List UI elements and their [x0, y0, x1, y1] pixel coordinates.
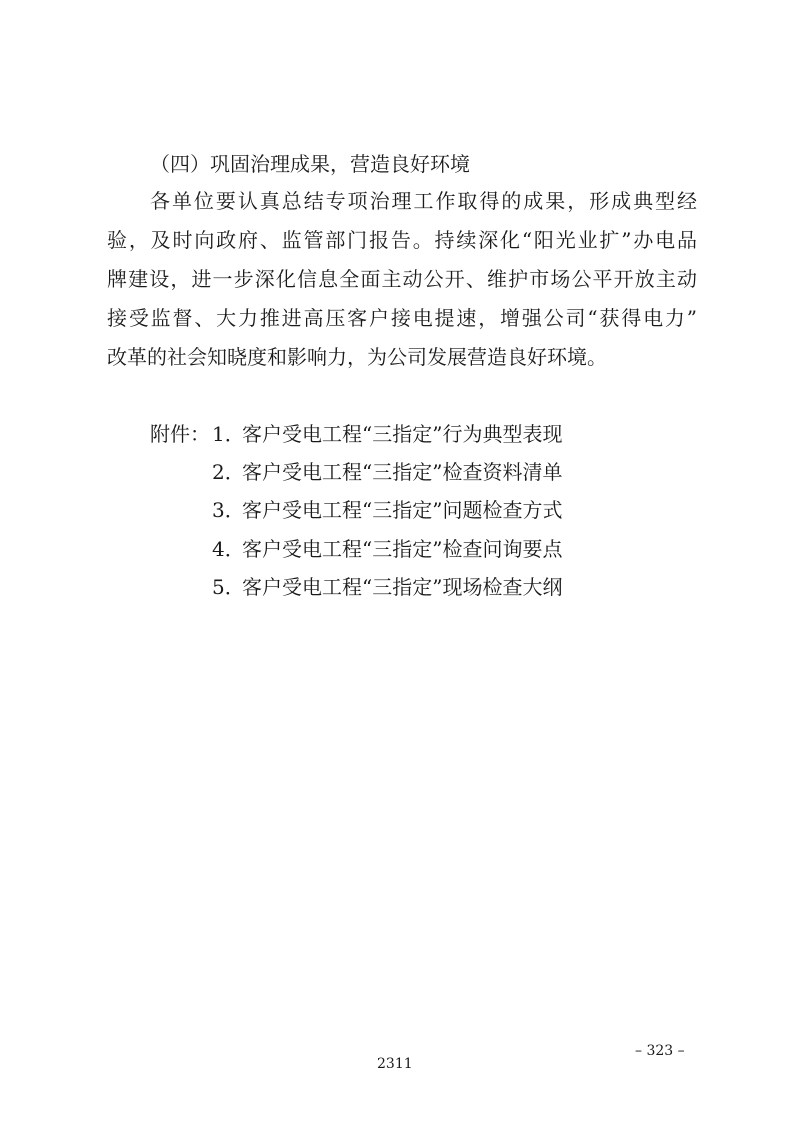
attachment-item	[212, 416, 562, 452]
attachment-title: 客户受电工程“三指定”现场检查大纲	[242, 575, 563, 599]
attachment-item	[212, 569, 562, 605]
attachment-title: 客户受电工程“三指定”检查问询要点	[242, 537, 563, 561]
attachment-number: 2．	[212, 460, 245, 484]
page-number: – 323 –	[635, 1043, 685, 1059]
attachment-item	[212, 492, 562, 528]
section-heading: （四）巩固治理成果，营造良好环境	[150, 152, 470, 176]
paragraph-line-4: 接受监督、大力推进高压客户接电提速，增强公司“获得电力”	[107, 306, 697, 330]
paragraph-line-3: 牌建设，进一步深化信息全面主动公开、维护市场公平开放主动	[107, 267, 697, 291]
attachment-number: 4．	[212, 537, 245, 561]
paragraph-line-1: 各单位要认真总结专项治理工作取得的成果，形成典型经	[150, 189, 697, 213]
attachment-number: 5．	[212, 575, 245, 599]
attachment-item	[212, 531, 562, 567]
attachment-item	[212, 454, 562, 490]
attachment-number: 1．	[212, 422, 245, 446]
attachment-title: 客户受电工程“三指定”检查资料清单	[242, 460, 563, 484]
attachments-label: 附件：	[150, 422, 210, 446]
attachment-title: 客户受电工程“三指定”问题检查方式	[242, 498, 563, 522]
paragraph-line-5: 改革的社会知晓度和影响力，为公司发展营造良好环境。	[107, 345, 607, 369]
footer-code: 2311	[377, 1056, 413, 1072]
attachment-number: 3．	[212, 498, 245, 522]
attachment-title: 客户受电工程“三指定”行为典型表现	[242, 422, 563, 446]
paragraph-line-2: 验，及时向政府、监管部门报告。持续深化“阳光业扩”办电品	[107, 228, 697, 252]
